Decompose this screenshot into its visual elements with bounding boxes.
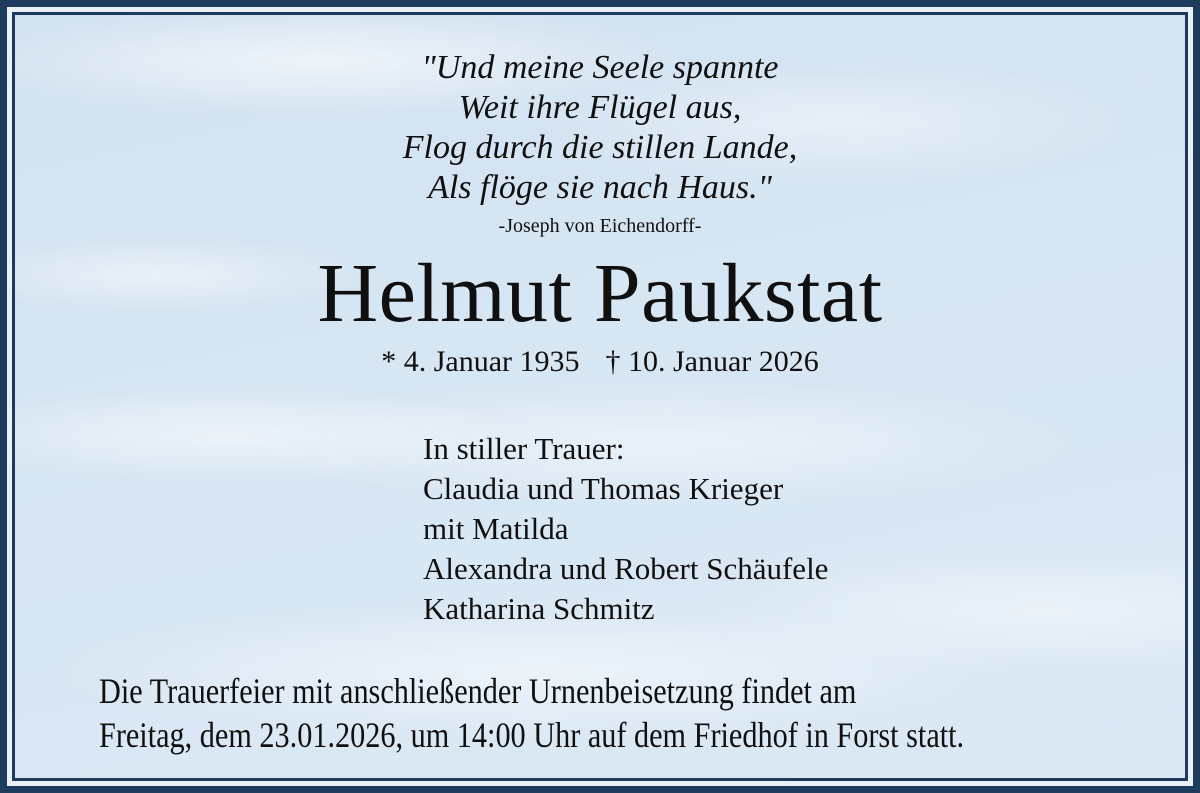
birth-date: * 4. Januar 1935 — [381, 345, 580, 378]
mourner-name: Alexandra und Robert Schäufele — [423, 551, 829, 586]
deceased-section — [15, 247, 1185, 379]
death-date: † 10. Januar 2026 — [605, 345, 819, 378]
funeral-service-info — [99, 669, 964, 757]
poem-line: "Und meine Seele spannte — [421, 49, 779, 86]
poem-attribution: -Joseph von Eichendorff- — [498, 215, 702, 237]
poem-line: Weit ihre Flügel aus, — [458, 89, 742, 126]
poem-quote — [15, 48, 1185, 238]
service-line: Die Trauerfeier mit anschließender Urnenbeisetzung findet am — [99, 671, 857, 711]
mourners-section — [423, 429, 828, 629]
service-line: Freitag, dem 23.01.2026, um 14:00 Uhr auf dem Friedhof in Forst statt. — [99, 715, 965, 755]
life-dates — [15, 345, 1185, 379]
poem-line: Als flöge sie nach Haus." — [428, 169, 772, 206]
obituary-card — [12, 12, 1188, 781]
deceased-name: Helmut Paukstat — [317, 247, 883, 340]
mourner-name: Claudia und Thomas Krieger — [423, 471, 784, 506]
mourner-name: Katharina Schmitz — [423, 591, 655, 626]
mourner-name: mit Matilda — [423, 511, 569, 546]
mourning-intro: In stiller Trauer: — [423, 431, 625, 466]
poem-line: Flog durch die stillen Lande, — [402, 129, 798, 166]
